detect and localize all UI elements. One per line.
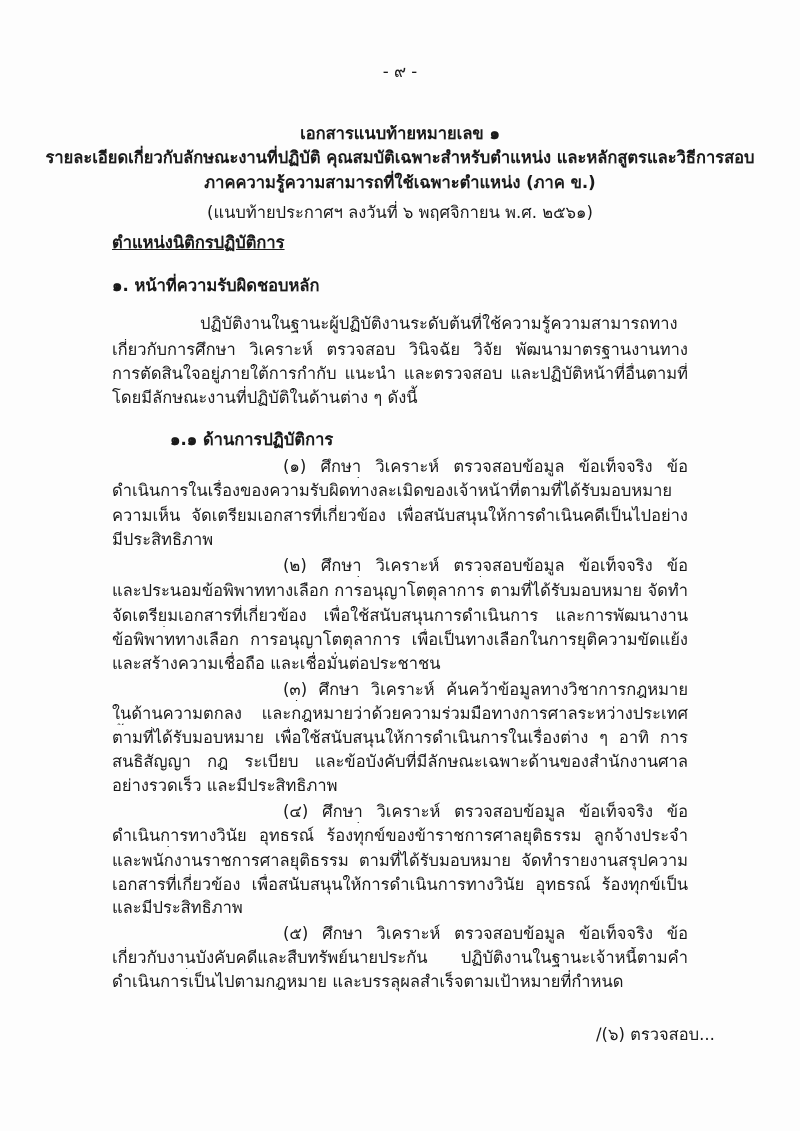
document-subtitle: ภาคความรู้ความสามารถที่ใช้เฉพาะตำแหน่ง (ภาค ข.) xyxy=(204,173,596,192)
position-title: ตำแหน่งนิติกรปฏิบัติการ xyxy=(112,233,285,252)
item-line: เกี่ยวกับงานบังคับคดีและสืบทรัพย์นายประกัน ปฏิบัติงานในฐานะเจ้าหนี้ตามคำ xyxy=(112,948,688,967)
item-line: ความเห็น จัดเตรียมเอกสารที่เกี่ยวข้อง เพื่อสนับสนุนให้การดำเนินคดีเป็นไปอย่าง xyxy=(112,506,688,525)
document-subtitle: รายละเอียดเกี่ยวกับลักษณะงานที่ปฏิบัติ คุณสมบัติเฉพาะสำหรับตำแหน่ง และหลักสูตรและวิธีการสอบ xyxy=(45,148,755,167)
item-line: (๑) ศึกษา วิเคราะห์ ตรวจสอบข้อมูล ข้อเท็จจริง ข้อ xyxy=(283,457,688,476)
item-line: (๔) ศึกษา วิเคราะห์ ตรวจสอบข้อมูล ข้อเท็จจริง ข้อ xyxy=(283,802,688,821)
item-line: และพนักงานราชการศาลยุติธรรม ตามที่ได้รับมอบหมาย จัดทำรายงานสรุปความ xyxy=(112,851,688,870)
item-line: ข้อพิพาททางเลือก การอนุญาโตตุลาการ เพื่อเป็นทางเลือกในการยุติความขัดแย้ง xyxy=(112,630,688,649)
item-line: เอกสารที่เกี่ยวข้อง เพื่อสนับสนุนให้การดำเนินการทางวินัย อุทธรณ์ ร้องทุกข์เป็น xyxy=(112,875,688,894)
continuation-note: /(๖) ตรวจสอบ... xyxy=(596,1025,715,1044)
item-line: ดำเนินการทางวินัย อุทธรณ์ ร้องทุกข์ของข้าราชการศาลยุติธรรม ลูกจ้างประจำ xyxy=(112,826,688,845)
item-line: (๕) ศึกษา วิเคราะห์ ตรวจสอบข้อมูล ข้อเท็จจริง ข้อ xyxy=(283,924,688,943)
item-line: อย่างรวดเร็ว และมีประสิทธิภาพ xyxy=(112,776,338,795)
paragraph-line: โดยมีลักษณะงานที่ปฏิบัติในด้านต่าง ๆ ดังนี้ xyxy=(112,388,418,407)
item-line: และสร้างความเชื่อถือ และเชื่อมั่นต่อประชาชน xyxy=(112,654,441,673)
paragraph-line: การตัดสินใจอยู่ภายใต้การกำกับ แนะนำ และตรวจสอบ และปฏิบัติหน้าที่อื่นตามที่ xyxy=(112,364,688,383)
item-line: มีประสิทธิภาพ xyxy=(112,530,214,549)
item-line: จัดเตรียมเอกสารที่เกี่ยวข้อง เพื่อใช้สนับสนุนการดำเนินการ และการพัฒนางาน xyxy=(112,606,688,625)
item-line: และประนอมข้อพิพาททางเลือก การอนุญาโตตุลาการ ตามที่ได้รับมอบหมาย จัดทำ xyxy=(112,581,688,600)
item-line: ดำเนินการเป็นไปตามกฎหมาย และบรรลุผลสำเร็จตามเป้าหมายที่กำหนด xyxy=(112,972,624,991)
page-number: - ๙ - xyxy=(382,62,418,81)
item-line: สนธิสัญญา กฎ ระเบียบ และข้อบังคับที่มีลักษณะเฉพาะด้านของสำนักงานศาล xyxy=(112,752,688,771)
paragraph-line: ปฏิบัติงานในฐานะผู้ปฏิบัติงานระดับต้นที่ใช้ความรู้ความสามารถทาง xyxy=(200,314,678,333)
item-line: ดำเนินการในเรื่องของความรับผิดทางละเมิดของเจ้าหน้าที่ตามที่ได้รับมอบหมาย xyxy=(112,481,673,500)
item-line: (๒) ศึกษา วิเคราะห์ ตรวจสอบข้อมูล ข้อเท็จจริง ข้อ xyxy=(283,556,688,575)
item-line: ตามที่ได้รับมอบหมาย เพื่อใช้สนับสนุนให้การดำเนินการในเรื่องต่าง ๆ อาทิ การ xyxy=(112,728,688,747)
item-line: และมีประสิทธิภาพ xyxy=(112,898,243,917)
item-line: ในด้านความตกลง และกฎหมายว่าด้วยความร่วมมือทางการศาลระหว่างประเทศ xyxy=(112,704,688,723)
paragraph-line: เกี่ยวกับการศึกษา วิเคราะห์ ตรวจสอบ วินิจฉัย วิจัย พัฒนามาตรฐานงานทาง xyxy=(112,340,688,359)
announcement-date: (แนบท้ายประกาศฯ ลงวันที่ ๖ พฤศจิกายน พ.ศ. ๒๕๖๑) xyxy=(207,203,593,222)
subsection-title: ๑.๑ ด้านการปฏิบัติการ xyxy=(170,430,334,449)
document-title: เอกสารแนบท้ายหมายเลข ๑ xyxy=(300,124,500,143)
item-line: (๓) ศึกษา วิเคราะห์ ค้นคว้าข้อมูลทางวิชาการกฎหมาย xyxy=(283,680,688,699)
section-title: ๑. หน้าที่ความรับผิดชอบหลัก xyxy=(112,276,320,295)
